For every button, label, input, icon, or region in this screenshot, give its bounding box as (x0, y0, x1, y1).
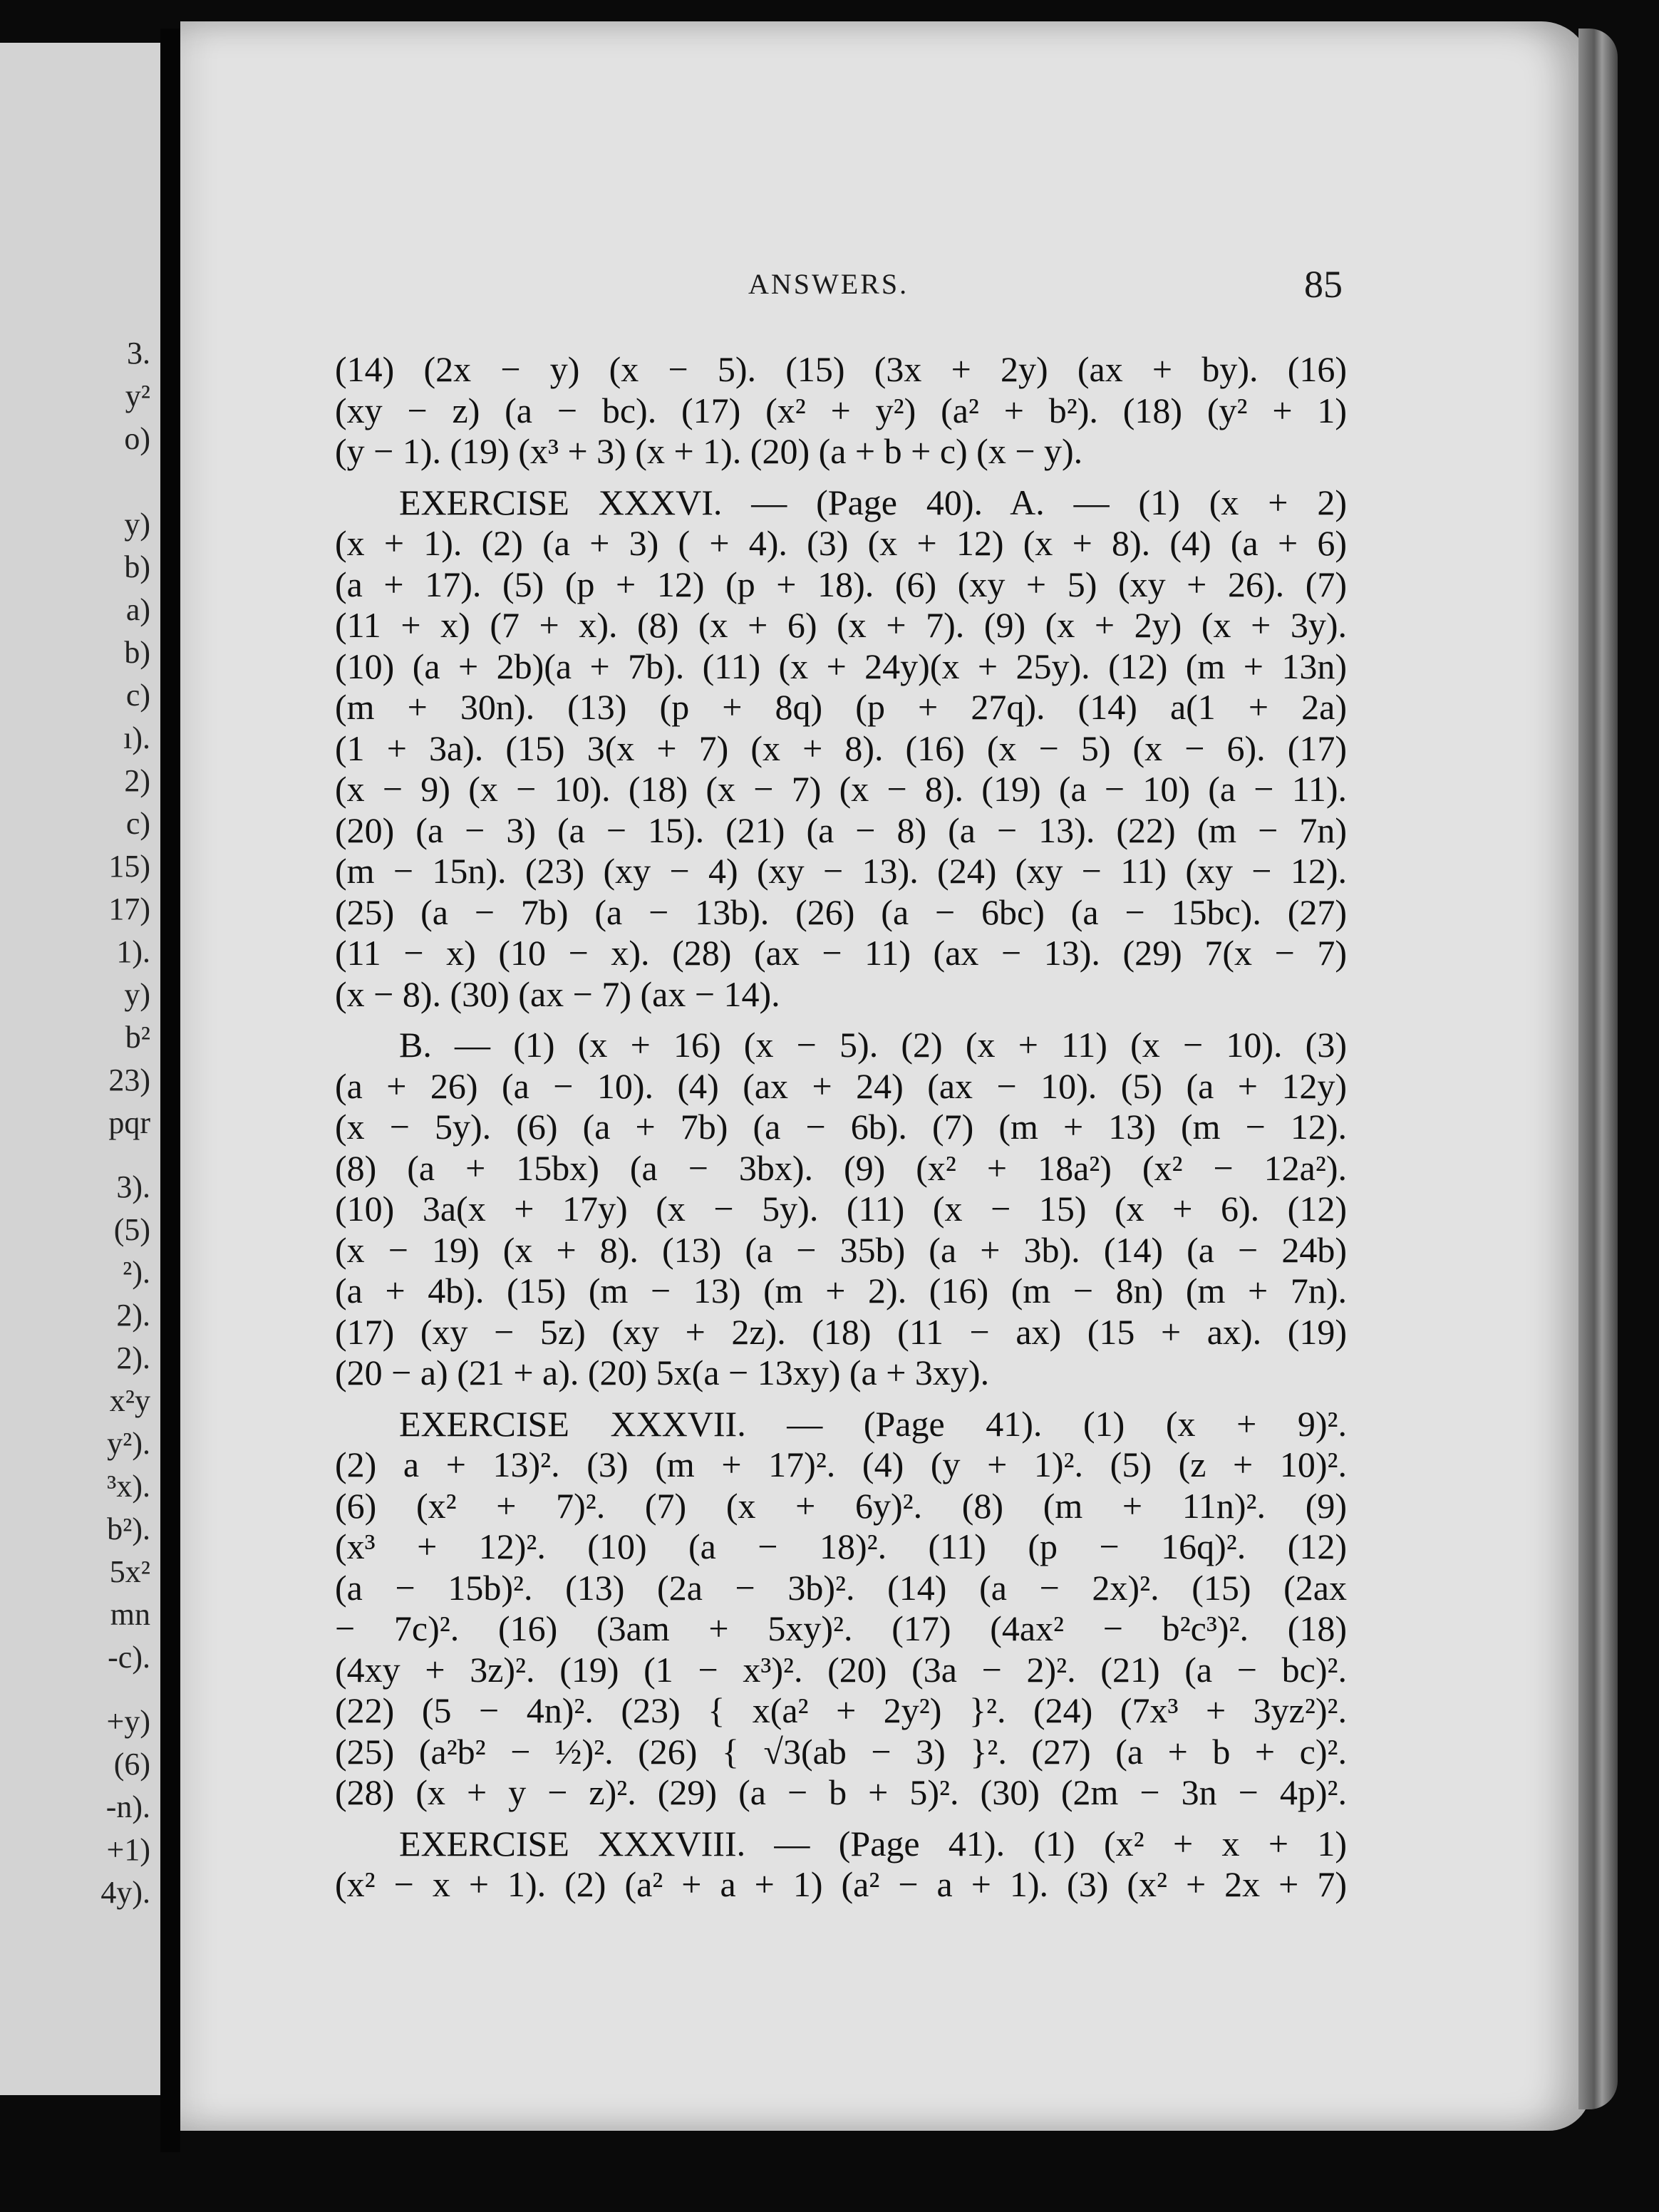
text-line: (1 + 3a). (15) 3(x + 7) (x + 8). (16) (x − 5) (x − 6). (17) (335, 728, 1347, 768)
left-page-text-fragment: c) (125, 678, 150, 713)
left-page-text-fragment: mn (110, 1597, 150, 1632)
left-page-text-fragment: ³x). (107, 1469, 150, 1504)
left-page-text-fragment: 2) (124, 763, 150, 798)
book-gutter (160, 29, 180, 2152)
left-page-text-fragment: x²y (109, 1383, 150, 1418)
left-page-text-fragment: 15) (108, 849, 150, 884)
text-line: (a + 17). (5) (p + 12) (p + 18). (6) (xy + 5) (xy + 26). (7) (335, 564, 1347, 604)
left-page-text-fragment: ²). (123, 1255, 150, 1290)
running-head: ANSWERS. (748, 268, 909, 300)
left-page-text-fragment: ı). (123, 720, 150, 755)
text-line: (a + 4b). (15) (m − 13) (m + 2). (16) (m − 8n) (m + 7n). (335, 1271, 1347, 1311)
left-page-text-fragment: pqr (108, 1105, 150, 1140)
text-line: (m + 30n). (13) (p + 8q) (p + 27q). (14) a(1 + 2a) (335, 687, 1347, 727)
left-page-text-fragment: 1). (116, 934, 150, 969)
left-page-text-fragment: b) (124, 635, 150, 670)
text-line: (20) (a − 3) (a − 15). (21) (a − 8) (a − 13). (22) (m − 7n) (335, 810, 1347, 850)
left-page-text-fragment: 3. (127, 336, 150, 371)
left-page-text-fragment: c) (125, 806, 150, 841)
left-page-text-fragment: +1) (106, 1832, 150, 1867)
left-page-text-fragment: o) (124, 421, 150, 456)
text-line: EXERCISE XXXVI. — (Page 40). A. — (1) (x + 2) (399, 482, 1347, 522)
left-page-text-fragment: 3). (116, 1169, 150, 1204)
text-line: (m − 15n). (23) (xy − 4) (xy − 13). (24) (xy − 11) (xy − 12). (335, 851, 1347, 891)
left-page-text-fragment: -n). (105, 1789, 150, 1824)
text-line: (a − 15b)². (13) (2a − 3b)². (14) (a − 2x)². (15) (2ax (335, 1567, 1347, 1608)
text-line: EXERCISE XXXVII. — (Page 41). (1) (x + 9)². (399, 1403, 1347, 1444)
text-line: (2) a + 13)². (3) (m + 17)². (4) (y + 1)². (5) (z + 10)². (335, 1444, 1347, 1484)
text-line: (x − 8). (30) (ax − 7) (ax − 14). (335, 973, 780, 1014)
text-line: − 7c)². (16) (3am + 5xy)². (17) (4ax² − b²c³)². (18) (335, 1608, 1347, 1648)
left-page-text-fragment: 2). (116, 1298, 150, 1333)
text-line: (11 − x) (10 − x). (28) (ax − 11) (ax − 13). (29) 7(x − 7) (335, 933, 1347, 973)
text-line: (y − 1). (19) (x³ + 3) (x + 1). (20) (a + b + c) (x − y). (335, 431, 1083, 471)
text-line: (11 + x) (7 + x). (8) (x + 6) (x + 7). (9) (x + 2y) (x + 3y). (335, 605, 1347, 645)
text-line: (8) (a + 15bx) (a − 3bx). (9) (x² + 18a²) (x² − 12a²). (335, 1147, 1347, 1188)
left-page-text-fragment: (5) (113, 1212, 150, 1247)
text-line: (x − 9) (x − 10). (18) (x − 7) (x − 8). (19) (a − 10) (a − 11). (335, 769, 1347, 809)
text-line: (4xy + 3z)². (19) (1 − x³)². (20) (3a − 2)². (21) (a − bc)². (335, 1649, 1347, 1690)
text-line: (20 − a) (21 + a). (20) 5x(a − 13xy) (a + 3xy). (335, 1353, 990, 1392)
text-line: (x² − x + 1). (2) (a² + a + 1) (a² − a + 1). (3) (x² + 2x + 7) (335, 1864, 1347, 1904)
left-page-fragment (0, 43, 160, 2095)
paragraph-exercise-36a (335, 482, 1347, 1015)
left-page-text-fragment: -c). (108, 1640, 150, 1675)
left-page-text-fragment: y² (125, 378, 150, 413)
left-page-text-fragment: +y) (106, 1704, 150, 1739)
left-page-text-fragment: b) (124, 549, 150, 584)
text-line: (17) (xy − 5z) (xy + 2z). (18) (11 − ax) (15 + ax). (19) (335, 1311, 1347, 1352)
left-page-text-fragment: 23) (108, 1063, 150, 1097)
left-page-text-fragment: b²). (107, 1511, 150, 1546)
text-line: (28) (x + y − z)². (29) (a − b + 5)². (30) (2m − 3n − 4p)². (335, 1772, 1347, 1812)
page-number: 85 (1304, 263, 1343, 306)
text-line: (25) (a − 7b) (a − 13b). (26) (a − 6bc) (a − 15bc). (27) (335, 891, 1347, 932)
paragraph-exercise-38 (335, 1824, 1347, 1906)
paragraph-continuation (335, 349, 1347, 472)
page-edge (1578, 29, 1618, 2109)
text-line: EXERCISE XXXVIII. — (Page 41). (1) (x² + x + 1) (399, 1823, 1347, 1864)
left-page-text-fragment: 5x² (109, 1554, 150, 1589)
text-line: (x³ + 12)². (10) (a − 18)². (11) (p − 16q)². (12) (335, 1526, 1347, 1566)
left-page-text-fragment: a) (125, 592, 150, 627)
left-page-text-fragment: 4y). (100, 1875, 150, 1910)
left-page-text-fragment: b² (125, 1020, 150, 1055)
text-line: (x + 1). (2) (a + 3) ( + 4). (3) (x + 12) (x + 8). (4) (a + 6) (335, 523, 1347, 563)
left-page-text-fragment: 2). (116, 1340, 150, 1375)
text-line: (10) 3a(x + 17y) (x − 5y). (11) (x − 15) (x + 6). (12) (335, 1189, 1347, 1229)
left-page-text-fragment: y) (124, 507, 150, 542)
text-line: (x − 19) (x + 8). (13) (a − 35b) (a + 3b). (14) (a − 24b) (335, 1229, 1347, 1270)
paragraph-exercise-37 (335, 1404, 1347, 1814)
text-line: B. — (1) (x + 16) (x − 5). (2) (x + 11) (x − 10). (3) (399, 1025, 1347, 1065)
text-line: (xy − z) (a − bc). (17) (x² + y²) (a² + b²). (18) (y² + 1) (335, 390, 1347, 430)
answers-text (335, 349, 1347, 1906)
text-line: (x − 5y). (6) (a + 7b) (a − 6b). (7) (m + 13) (m − 12). (335, 1107, 1347, 1147)
left-page-text-fragment: 17) (108, 891, 150, 926)
text-line: (14) (2x − y) (x − 5). (15) (3x + 2y) (ax + by). (16) (335, 349, 1347, 389)
text-line: (10) (a + 2b)(a + 7b). (11) (x + 24y)(x + 25y). (12) (m + 13n) (335, 646, 1347, 686)
paragraph-exercise-36b (335, 1025, 1347, 1394)
left-page-text-fragment: y) (124, 977, 150, 1012)
left-page-text-fragment: (6) (113, 1747, 150, 1782)
text-line: (6) (x² + 7)². (7) (x + 6y)². (8) (m + 11n)². (9) (335, 1485, 1347, 1526)
text-line: (22) (5 − 4n)². (23) { x(a² + 2y²) }². (24) (7x³ + 3yz²)². (335, 1690, 1347, 1730)
text-line: (a + 26) (a − 10). (4) (ax + 24) (ax − 10). (5) (a + 12y) (335, 1065, 1347, 1106)
left-page-text-fragment: y²). (107, 1426, 150, 1461)
text-line: (25) (a²b² − ½)². (26) { √3(ab − 3) }². (27) (a + b + c)². (335, 1731, 1347, 1772)
